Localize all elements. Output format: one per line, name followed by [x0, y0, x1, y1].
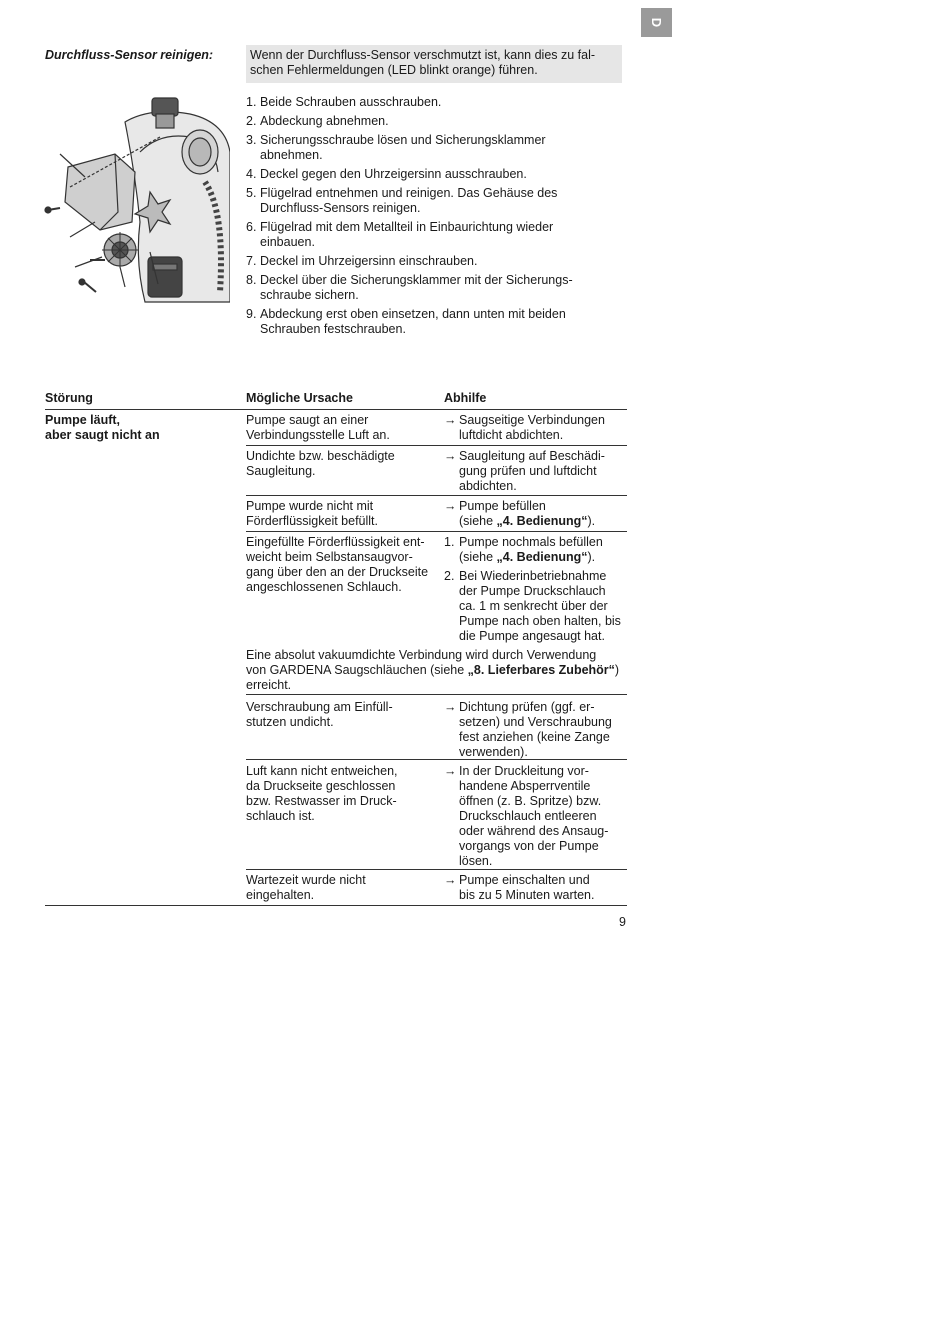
note-line: Wenn der Durchfluss-Sensor verschmutzt ist, kann dies zu fal- [250, 48, 596, 62]
section-label-sensor: Durchfluss-Sensor reinigen: [45, 48, 214, 62]
page-number: 9 [619, 915, 626, 929]
cause-3: Pumpe wurde nicht mit Förderflüssigkeit befüllt. [246, 499, 379, 528]
arrow-icon: → [444, 413, 457, 427]
header-rule [45, 409, 627, 410]
step-6: 6. Flügelrad mit dem Metallteil in Einbaurichtung wieder einbauen. [246, 220, 554, 249]
table-bottom-rule [45, 905, 627, 906]
cause-2: Undichte bzw. beschädigte Saugleitung. [246, 449, 395, 478]
note-line: schen Fehlermeldungen (LED blinkt orange) führen. [250, 63, 538, 77]
row-rule [246, 445, 627, 446]
row-rule [246, 495, 627, 496]
note-box [246, 45, 622, 83]
remedy-1: → Saugseitige Verbindungen luftdicht abdichten. [444, 413, 605, 442]
fault-label: Pumpe läuft, aber saugt nicht an [45, 413, 160, 442]
remedy-6: → Dichtung prüfen (ggf. er- setzen) und Verschraubung fest anziehen (keine Zange verwenden). [444, 700, 612, 759]
arrow-icon: → [444, 873, 457, 887]
cause-1: Pumpe saugt an einer Verbindungsstelle Luft an. [246, 413, 390, 442]
step-9: 9. Abdeckung erst oben einsetzen, dann unten mit beiden Schrauben festschrauben. [246, 307, 566, 336]
cleaning-steps-list [246, 95, 631, 341]
step-1: 1. Beide Schrauben ausschrauben. [246, 95, 442, 109]
header-ursache: Mögliche Ursache [246, 391, 353, 405]
remedy-4: 1. Pumpe nochmals befüllen (siehe „4. Bedienung“). 2. Bei Wiederinbetriebnahme der Pumpe Druckschlauch ca. 1 m senkrecht über der Pumpe nach oben halten, bis die Pumpe angesaugt hat. [444, 535, 621, 643]
arrow-icon: → [444, 499, 457, 513]
remedy-8: → Pumpe einschalten und bis zu 5 Minuten warten. [444, 873, 595, 902]
step-8: 8. Deckel über die Sicherungsklammer mit der Sicherungs- schraube sichern. [246, 273, 573, 302]
arrow-icon: → [444, 764, 457, 778]
pump-sensor-illustration [40, 92, 230, 307]
arrow-icon: → [444, 700, 457, 714]
cause-6: Verschraubung am Einfüll- stutzen undicht. [246, 700, 393, 729]
row-rule [246, 869, 627, 870]
step-3: 3. Sicherungsschraube lösen und Sicherungsklammer abnehmen. [246, 133, 546, 162]
cause-8: Wartezeit wurde nicht eingehalten. [246, 873, 366, 902]
row-rule [246, 759, 627, 760]
row-rule [246, 694, 627, 695]
vacuum-note: Eine absolut vakuumdichte Verbindung wird durch Verwendung von GARDENA Saugschläuchen (siehe „8. Lieferbares Zubehör“) erreicht. [246, 648, 620, 692]
row-rule [246, 531, 627, 532]
step-2: 2. Abdeckung abnehmen. [246, 114, 389, 128]
cause-7: Luft kann nicht entweichen, da Druckseite geschlossen bzw. Restwasser im Druck- schlauch ist. [246, 764, 398, 823]
arrow-icon: → [444, 449, 457, 463]
step-4: 4. Deckel gegen den Uhrzeigersinn ausschrauben. [246, 167, 527, 181]
remedy-7: → In der Druckleitung vor- handene Absperrventile öffnen (z. B. Spritze) bzw. Druckschlauch entleeren oder während des Ansaug- vorgangs von der Pumpe lösen. [444, 764, 609, 868]
step-5: 5. Flügelrad entnehmen und reinigen. Das Gehäuse des Durchfluss-Sensors reinigen. [246, 186, 558, 215]
remedy-3: → Pumpe befüllen (siehe „4. Bedienung“). [444, 499, 596, 528]
cause-4: Eingefüllte Förderflüssigkeit ent- weicht beim Selbstansaugvor- gang über den an der Druckseite angeschlossenen Schlauch. [246, 535, 429, 594]
language-tab: D [641, 8, 672, 37]
remedy-2: → Saugleitung auf Beschädi- gung prüfen und luftdicht abdichten. [444, 449, 605, 493]
step-7: 7. Deckel im Uhrzeigersinn einschrauben. [246, 254, 478, 268]
header-stoerung: Störung [45, 391, 93, 405]
header-abhilfe: Abhilfe [444, 391, 487, 405]
